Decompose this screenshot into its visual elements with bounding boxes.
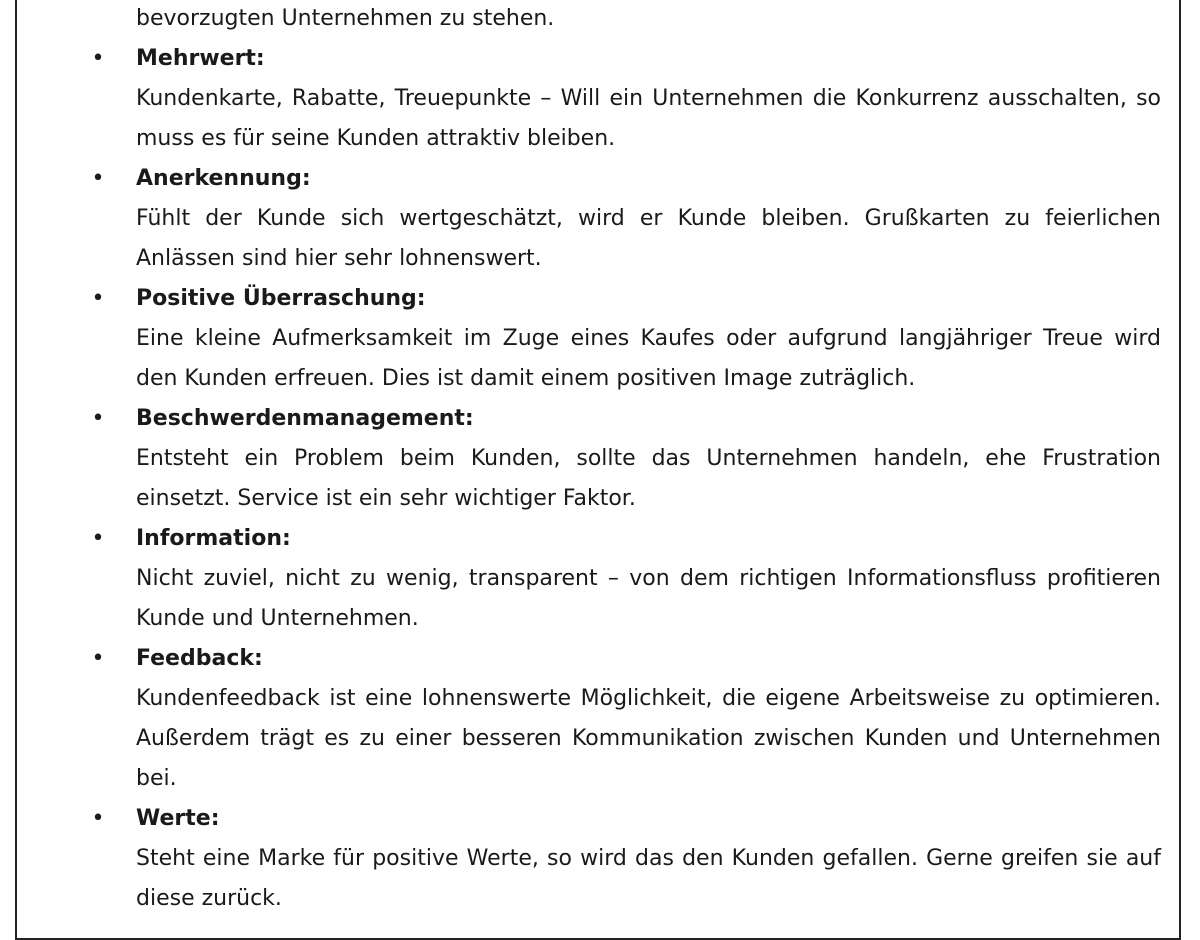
bullet-icon: • — [91, 286, 105, 311]
item-text: Kundenkarte, Rabatte, Treuepunkte – Will ein Unternehmen die Konkurrenz ausschalten, so muss es für seine Kunden attraktiv bleiben. — [136, 86, 1161, 151]
item-text: Fühlt der Kunde sich wertgeschätzt, wird er Kunde bleiben. Grußkarten zu feierlichen Anlässen sind hier sehr lohnenswert. — [136, 206, 1161, 271]
list-item — [91, 519, 1161, 639]
item-title: Positive Überraschung: — [136, 286, 426, 311]
list-item — [91, 279, 1161, 399]
item-title: Information: — [136, 526, 291, 551]
list-item — [91, 399, 1161, 519]
bullet-icon: • — [91, 526, 105, 551]
item-title: Beschwerdenmanagement: — [136, 406, 474, 431]
bullet-icon: • — [91, 46, 105, 71]
item-text: Kundenfeedback ist eine lohnenswerte Möglichkeit, die eigene Arbeitsweise zu optimieren. Außerdem trägt es zu einer besseren Kommunikation zwischen Kunden und Unternehmen bei. — [136, 686, 1161, 791]
item-text: Steht eine Marke für positive Werte, so wird das den Kunden gefallen. Gerne greifen sie auf diese zurück. — [136, 846, 1161, 911]
item-text: Eine kleine Aufmerksamkeit im Zuge eines Kaufes oder aufgrund langjähriger Treue wird den Kunden erfreuen. Dies ist damit einem positiven Image zuträglich. — [136, 326, 1161, 391]
bullet-icon: • — [91, 166, 105, 191]
list-item — [91, 799, 1161, 919]
item-title: Mehrwert: — [136, 46, 265, 71]
intro-text: bevorzugten Unternehmen zu stehen. — [136, 6, 555, 31]
document-page — [15, 0, 1181, 940]
bullet-icon: • — [91, 646, 105, 671]
item-text: Entsteht ein Problem beim Kunden, sollte das Unternehmen handeln, ehe Frustration einsetzt. Service ist ein sehr wichtiger Faktor. — [136, 446, 1161, 511]
item-title: Anerkennung: — [136, 166, 311, 191]
list-item — [91, 639, 1161, 799]
bullet-icon: • — [91, 806, 105, 831]
list-item — [91, 159, 1161, 279]
item-text: Nicht zuviel, nicht zu wenig, transparent – von dem richtigen Informationsfluss profitieren Kunde und Unternehmen. — [136, 566, 1161, 631]
item-title: Werte: — [136, 806, 220, 831]
bullet-icon: • — [91, 406, 105, 431]
item-title: Feedback: — [136, 646, 263, 671]
list-item — [91, 39, 1161, 159]
document-content — [91, 0, 1161, 919]
